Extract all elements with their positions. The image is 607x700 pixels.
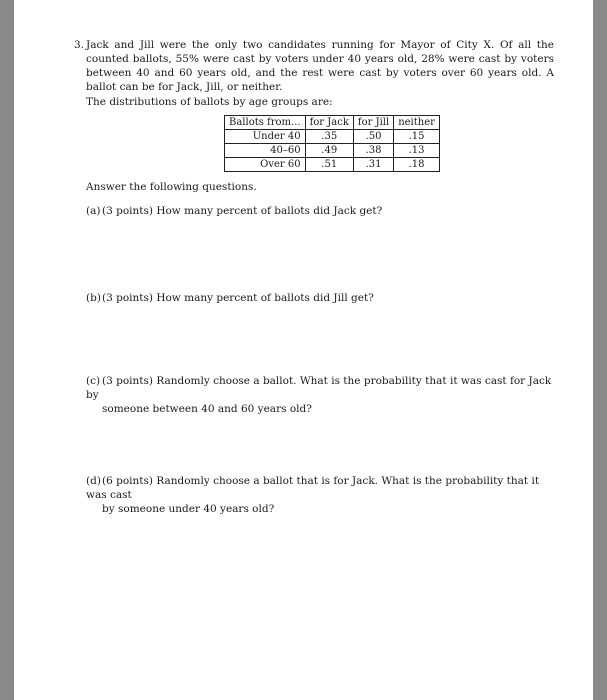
question-d bbox=[86, 474, 554, 516]
table-row bbox=[225, 130, 440, 144]
table-cell: 40–60 bbox=[225, 144, 306, 158]
table-cell: .13 bbox=[394, 144, 440, 158]
problem-intro: Jack and Jill were the only two candidates running for Mayor of City X. Of all the counted ballots, 55% were cast by voters under 40 years old, 28% were cast by voters between 40 and 60 years old, and the rest were cast by voters over 60 years old. A ballot can be for Jack, Jill, or neither. bbox=[86, 39, 554, 93]
table-cell: .50 bbox=[353, 130, 393, 144]
table-row bbox=[225, 158, 440, 172]
table-header-row bbox=[225, 116, 440, 130]
question-text-continued: by someone under 40 years old? bbox=[102, 503, 275, 515]
table-cell: .51 bbox=[305, 158, 353, 172]
distribution-table bbox=[224, 115, 440, 172]
table-row bbox=[225, 144, 440, 158]
table-header-cell: for Jill bbox=[353, 116, 393, 130]
table-header-cell: for Jack bbox=[305, 116, 353, 130]
table-cell: Under 40 bbox=[225, 130, 306, 144]
table-cell: .31 bbox=[353, 158, 393, 172]
question-label: (b) bbox=[86, 292, 101, 304]
question-text: (3 points) How many percent of ballots did Jack get? bbox=[102, 205, 383, 217]
question-text: (3 points) Randomly choose a ballot. What is the probability that it was cast for Jack by bbox=[86, 375, 552, 401]
table-cell: .15 bbox=[394, 130, 440, 144]
question-c bbox=[86, 374, 554, 416]
question-b bbox=[86, 291, 554, 305]
question-label: (c) bbox=[86, 375, 101, 387]
question-text: (3 points) How many percent of ballots did Jill get? bbox=[102, 292, 374, 304]
question-text: (6 points) Randomly choose a ballot that is for Jack. What is the probability that it was cast bbox=[86, 475, 540, 501]
document-page bbox=[14, 0, 593, 700]
table-header-cell: neither bbox=[394, 116, 440, 130]
question-label: (a) bbox=[86, 205, 101, 217]
problem-3 bbox=[74, 38, 554, 515]
answer-prompt: Answer the following questions. bbox=[86, 181, 257, 193]
table-cell: .49 bbox=[305, 144, 353, 158]
question-a bbox=[86, 204, 554, 218]
question-label: (d) bbox=[86, 475, 101, 487]
table-cell: Over 60 bbox=[225, 158, 306, 172]
question-text-continued: someone between 40 and 60 years old? bbox=[102, 403, 312, 415]
table-cell: .35 bbox=[305, 130, 353, 144]
table-header-cell: Ballots from... bbox=[225, 116, 306, 130]
table-lead: The distributions of ballots by age groups are: bbox=[86, 96, 333, 108]
table-cell: .18 bbox=[394, 158, 440, 172]
problem-number: 3. bbox=[74, 39, 85, 51]
table-cell: .38 bbox=[353, 144, 393, 158]
